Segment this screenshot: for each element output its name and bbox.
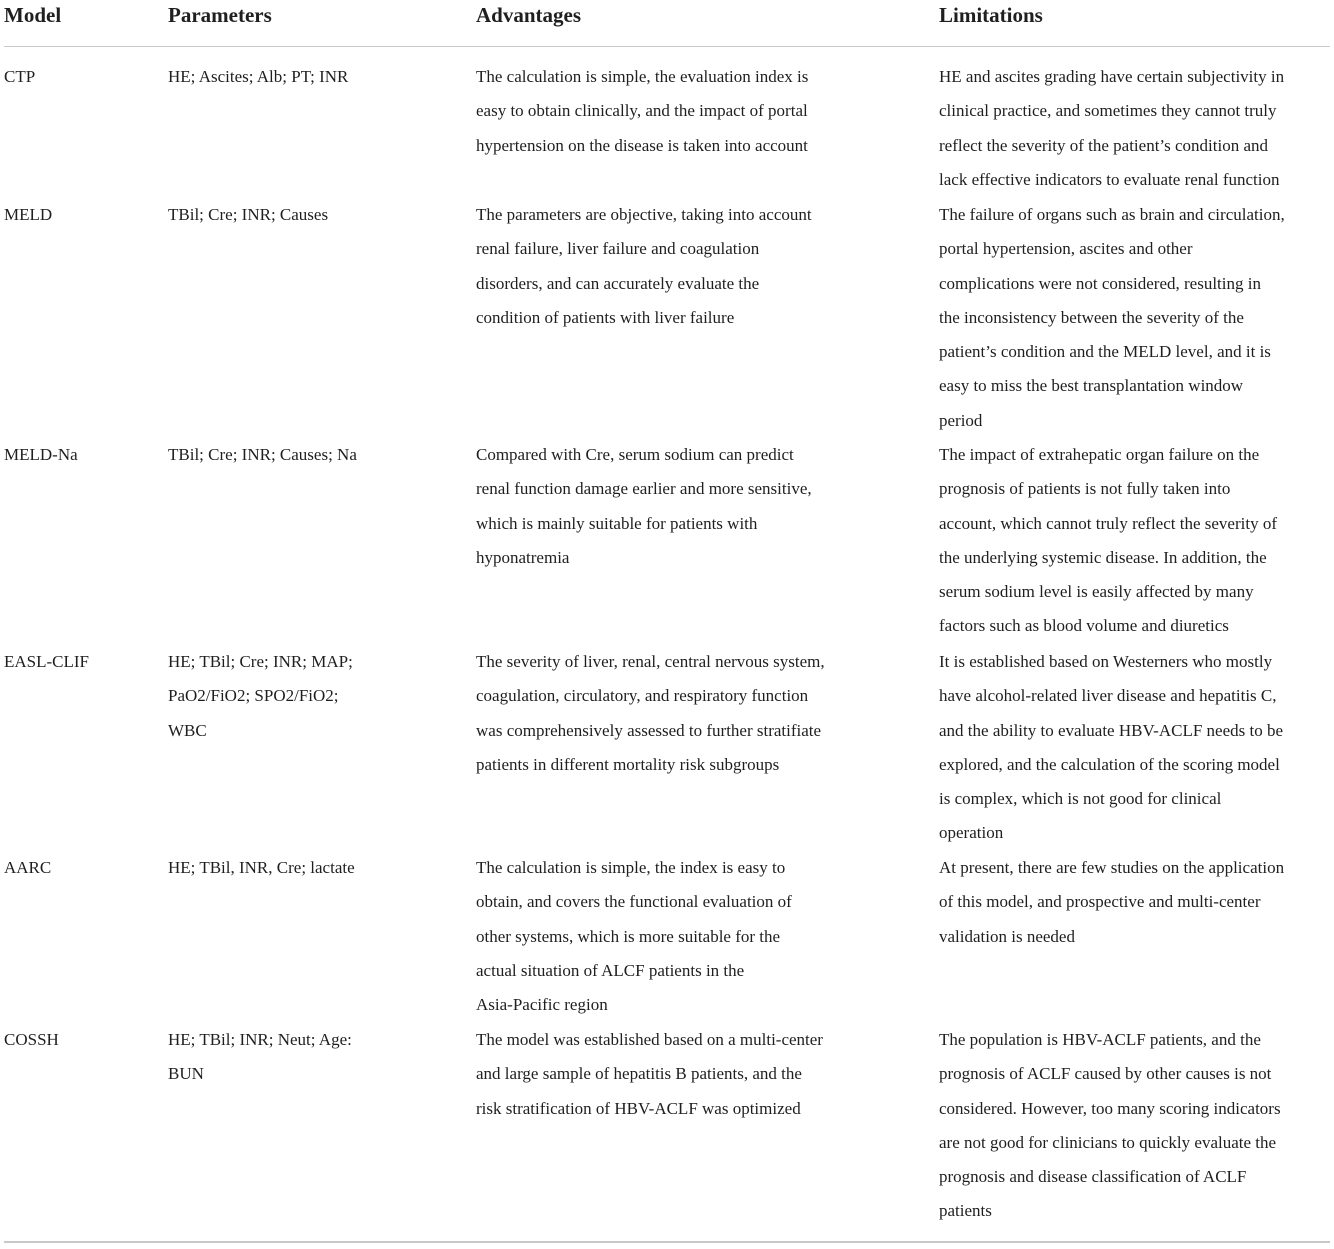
cell-parameters bbox=[168, 438, 357, 472]
cell-line: disorders, and can accurately evaluate the bbox=[476, 273, 760, 293]
cell-advantages bbox=[476, 60, 808, 163]
cell-line: COSSH bbox=[4, 1030, 59, 1049]
cell-line: was comprehensively assessed to further stratifiate bbox=[476, 720, 822, 740]
cell-line: obtain, and covers the functional evaluation of bbox=[476, 892, 792, 912]
cell-line: At present, there are few studies on the application bbox=[939, 858, 1285, 877]
cell-line: and the ability to evaluate HBV-ACLF needs to be bbox=[939, 720, 1284, 740]
cell-line: condition of patients with liver failure bbox=[476, 307, 735, 327]
cell-line: and large sample of hepatitis B patients, and the bbox=[476, 1064, 802, 1084]
cell-line: PaO2/FiO2; SPO2/FiO2; bbox=[168, 686, 339, 706]
cell-line: patients in different mortality risk subgroups bbox=[476, 754, 780, 774]
cell-line: TBil; Cre; INR; Causes; Na bbox=[168, 445, 357, 464]
header-divider bbox=[4, 46, 1330, 47]
cell-parameters bbox=[168, 1023, 352, 1092]
cell-line: WBC bbox=[168, 720, 207, 740]
cell-advantages bbox=[476, 1023, 823, 1126]
cell-line: is complex, which is not good for clinical bbox=[939, 789, 1222, 809]
cell-line: portal hypertension, ascites and other bbox=[939, 239, 1193, 259]
cell-line: validation is needed bbox=[939, 926, 1075, 946]
cell-advantages bbox=[476, 438, 812, 575]
cell-parameters bbox=[168, 60, 348, 94]
cell-line: patient’s condition and the MELD level, and it is bbox=[939, 342, 1271, 362]
cell-line: HE; Ascites; Alb; PT; INR bbox=[168, 67, 349, 86]
cell-line: AARC bbox=[4, 858, 52, 877]
cell-limitations bbox=[939, 438, 1277, 644]
cell-line: period bbox=[939, 410, 983, 430]
header-advantages: Advantages bbox=[476, 3, 582, 27]
cell-line: clinical practice, and sometimes they cannot truly bbox=[939, 101, 1277, 121]
cell-line: MELD-Na bbox=[4, 445, 78, 464]
cell-line: hypertension on the disease is taken into account bbox=[476, 135, 808, 155]
cell-advantages bbox=[476, 851, 792, 1022]
cell-parameters bbox=[168, 645, 353, 748]
cell-line: operation bbox=[939, 823, 1004, 843]
header-parameters: Parameters bbox=[168, 3, 272, 27]
cell-line: Compared with Cre, serum sodium can predict bbox=[476, 445, 794, 464]
cell-model bbox=[4, 438, 78, 472]
cell-advantages bbox=[476, 645, 825, 782]
cell-line: The model was established based on a multi-center bbox=[476, 1030, 823, 1049]
cell-parameters bbox=[168, 198, 328, 232]
cell-line: coagulation, circulatory, and respiratory function bbox=[476, 686, 809, 706]
cell-limitations bbox=[939, 60, 1284, 197]
cell-model bbox=[4, 60, 35, 94]
cell-parameters bbox=[168, 851, 355, 885]
cell-line: are not good for clinicians to quickly evaluate the bbox=[939, 1132, 1277, 1152]
cell-line: the underlying systemic disease. In addition, the bbox=[939, 547, 1267, 567]
cell-line: actual situation of ALCF patients in the bbox=[476, 960, 745, 980]
cell-model bbox=[4, 1023, 59, 1057]
cell-line: Asia-Pacific region bbox=[476, 995, 608, 1015]
cell-line: hyponatremia bbox=[476, 547, 570, 567]
cell-line: The calculation is simple, the evaluation index is bbox=[476, 67, 809, 86]
cell-line: MELD bbox=[4, 205, 53, 224]
cell-line: CTP bbox=[4, 67, 36, 86]
cell-line: prognosis of ACLF caused by other causes is not bbox=[939, 1064, 1272, 1084]
cell-line: BUN bbox=[168, 1064, 204, 1084]
cell-line: factors such as blood volume and diuretics bbox=[939, 616, 1229, 636]
cell-line: serum sodium level is easily affected by many bbox=[939, 582, 1254, 602]
cell-line: EASL-CLIF bbox=[4, 652, 89, 671]
cell-limitations bbox=[939, 198, 1285, 438]
cell-advantages bbox=[476, 198, 812, 335]
cell-line: The impact of extrahepatic organ failure on the bbox=[939, 445, 1260, 464]
cell-line: have alcohol-related liver disease and hepatitis C, bbox=[939, 686, 1277, 706]
cell-line: The severity of liver, renal, central nervous system, bbox=[476, 652, 825, 671]
cell-model bbox=[4, 645, 89, 679]
cell-line: renal function damage earlier and more sensitive, bbox=[476, 479, 812, 499]
cell-line: lack effective indicators to evaluate renal function bbox=[939, 169, 1280, 189]
cell-line: TBil; Cre; INR; Causes bbox=[168, 205, 329, 224]
header-limitations: Limitations bbox=[939, 3, 1043, 27]
cell-line: explored, and the calculation of the scoring model bbox=[939, 754, 1280, 774]
header-model: Model bbox=[4, 3, 62, 27]
cell-line: HE and ascites grading have certain subjectivity in bbox=[939, 67, 1285, 86]
cell-line: The calculation is simple, the index is easy to bbox=[476, 858, 786, 877]
cell-line: HE; TBil; INR; Neut; Age: bbox=[168, 1030, 352, 1049]
cell-line: considered. However, too many scoring indicators bbox=[939, 1098, 1281, 1118]
cell-line: easy to miss the best transplantation window bbox=[939, 376, 1244, 396]
cell-line: other systems, which is more suitable for the bbox=[476, 926, 781, 946]
cell-line: reflect the severity of the patient’s condition and bbox=[939, 135, 1269, 155]
cell-line: HE; TBil, INR, Cre; lactate bbox=[168, 858, 355, 877]
cell-limitations bbox=[939, 851, 1284, 954]
cell-line: complications were not considered, resulting in bbox=[939, 273, 1261, 293]
cell-line: patients bbox=[939, 1201, 992, 1221]
cell-model bbox=[4, 851, 51, 885]
cell-line: which is mainly suitable for patients with bbox=[476, 513, 758, 533]
cell-line: The parameters are objective, taking into account bbox=[476, 205, 812, 224]
cell-line: account, which cannot truly reflect the severity of bbox=[939, 513, 1277, 533]
cell-line: the inconsistency between the severity of the bbox=[939, 307, 1244, 327]
cell-line: The population is HBV-ACLF patients, and the bbox=[939, 1030, 1261, 1049]
table-bottom-divider bbox=[4, 1241, 1330, 1243]
cell-limitations bbox=[939, 1023, 1281, 1229]
cell-model bbox=[4, 198, 52, 232]
cell-line: prognosis of patients is not fully taken into bbox=[939, 479, 1231, 499]
cell-line: prognosis and disease classification of ACLF bbox=[939, 1167, 1247, 1187]
cell-line: HE; TBil; Cre; INR; MAP; bbox=[168, 652, 353, 671]
cell-line: It is established based on Westerners who mostly bbox=[939, 652, 1273, 671]
cell-line: risk stratification of HBV-ACLF was optimized bbox=[476, 1098, 801, 1118]
cell-line: easy to obtain clinically, and the impact of portal bbox=[476, 101, 808, 121]
cell-line: The failure of organs such as brain and circulation, bbox=[939, 205, 1285, 224]
cell-line: renal failure, liver failure and coagulation bbox=[476, 239, 760, 259]
cell-limitations bbox=[939, 645, 1283, 851]
cell-line: of this model, and prospective and multi-center bbox=[939, 892, 1261, 912]
